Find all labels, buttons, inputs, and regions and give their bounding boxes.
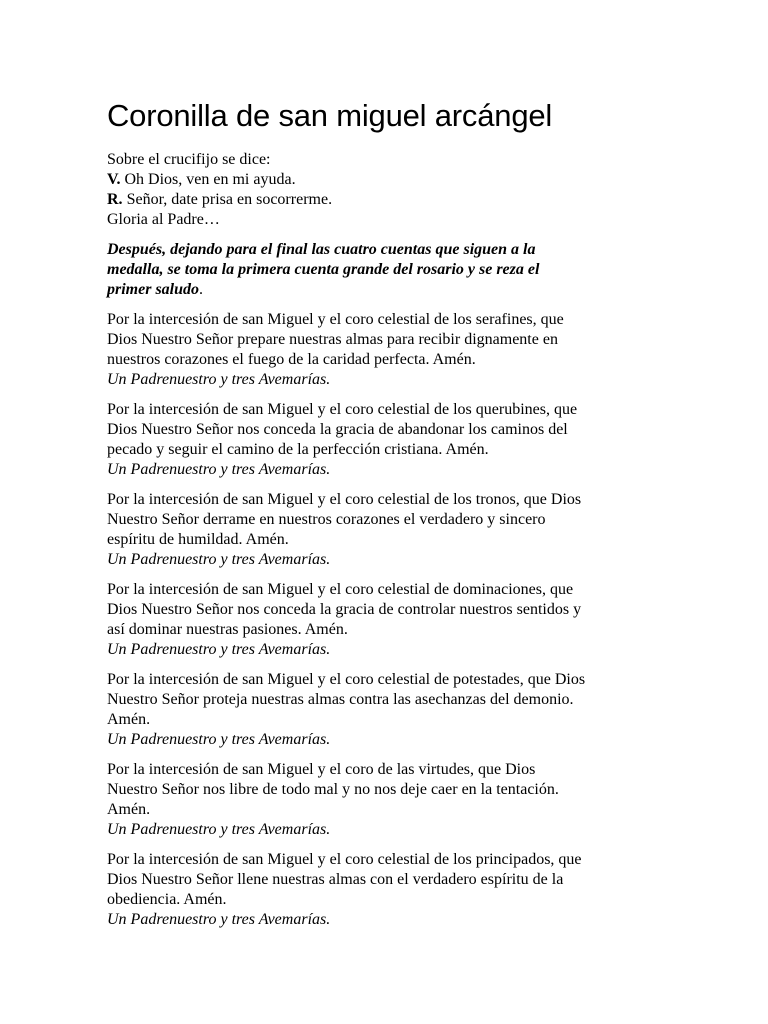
refrain-line: Un Padrenuestro y tres Avemarías. xyxy=(107,821,331,838)
versicle-line xyxy=(107,170,667,190)
document-body xyxy=(107,150,667,930)
refrain-line: Un Padrenuestro y tres Avemarías. xyxy=(107,371,331,388)
salutation-line: Nuestro Señor derrame en nuestros corazones el verdadero y sincero xyxy=(107,511,546,528)
refrain-line: Un Padrenuestro y tres Avemarías. xyxy=(107,551,331,568)
salutation-line: Por la intercesión de san Miguel y el coro celestial de los querubines, que xyxy=(107,401,578,418)
salutation-line: Por la intercesión de san Miguel y el coro celestial de los serafines, que xyxy=(107,311,564,328)
gloria-line: Gloria al Padre… xyxy=(107,211,220,228)
salutation-line: Nuestro Señor nos libre de todo mal y no nos deje caer en la tentación. xyxy=(107,781,559,798)
salutation-line: Dios Nuestro Señor nos conceda la gracia de controlar nuestros sentidos y xyxy=(107,601,582,618)
instruction-line xyxy=(107,280,667,300)
document-page xyxy=(107,96,667,940)
salutation-line: pecado y seguir el camino de la perfección cristiana. Amén. xyxy=(107,441,489,458)
salutation-paragraph xyxy=(107,490,667,570)
refrain-line: Un Padrenuestro y tres Avemarías. xyxy=(107,461,331,478)
response-text: Señor, date prisa en socorrerme. xyxy=(122,191,333,208)
versicle-text: Oh Dios, ven en mi ayuda. xyxy=(120,171,296,188)
refrain-line: Un Padrenuestro y tres Avemarías. xyxy=(107,641,331,658)
instruction-period: . xyxy=(199,281,204,298)
salutation-paragraph xyxy=(107,760,667,840)
refrain-line: Un Padrenuestro y tres Avemarías. xyxy=(107,731,331,748)
salutation-line: Por la intercesión de san Miguel y el coro celestial de los tronos, que Dios xyxy=(107,491,582,508)
salutation-line: Por la intercesión de san Miguel y el coro de las virtudes, que Dios xyxy=(107,761,536,778)
salutation-line: Por la intercesión de san Miguel y el coro celestial de potestades, que Dios xyxy=(107,671,586,688)
salutation-line: Dios Nuestro Señor llene nuestras almas con el verdadero espíritu de la xyxy=(107,871,564,888)
salutation-paragraph xyxy=(107,400,667,480)
salutation-paragraph xyxy=(107,310,667,390)
salutation-line: Por la intercesión de san Miguel y el coro celestial de los principados, que xyxy=(107,851,582,868)
salutation-paragraph xyxy=(107,670,667,750)
salutation-line: Nuestro Señor proteja nuestras almas contra las asechanzas del demonio. xyxy=(107,691,574,708)
versicle-mark: V. xyxy=(107,171,121,188)
instruction-line-text: primer saludo xyxy=(107,281,200,298)
salutation-line: Amén. xyxy=(107,711,151,728)
salutation-line: Amén. xyxy=(107,801,151,818)
salutation-line: espíritu de humildad. Amén. xyxy=(107,531,289,548)
instruction-line: Después, dejando para el final las cuatro cuentas que siguen a la xyxy=(107,241,536,258)
intro-line: Sobre el crucifijo se dice: xyxy=(107,151,271,168)
salutation-paragraph xyxy=(107,850,667,930)
salutation-line: Dios Nuestro Señor prepare nuestras almas para recibir dignamente en xyxy=(107,331,558,348)
page-title: Coronilla de san miguel arcángel xyxy=(107,98,553,133)
intro-block xyxy=(107,150,667,230)
salutation-line: obediencia. Amén. xyxy=(107,891,227,908)
response-line xyxy=(107,190,667,210)
salutation-line: así dominar nuestras pasiones. Amén. xyxy=(107,621,348,638)
response-mark: R. xyxy=(107,191,123,208)
instruction-line: medalla, se toma la primera cuenta grande del rosario y se reza el xyxy=(107,261,540,278)
instruction-block xyxy=(107,240,667,300)
salutation-line: nuestros corazones el fuego de la caridad perfecta. Amén. xyxy=(107,351,476,368)
salutations-list xyxy=(107,310,667,930)
salutation-line: Por la intercesión de san Miguel y el coro celestial de dominaciones, que xyxy=(107,581,574,598)
salutation-line: Dios Nuestro Señor nos conceda la gracia de abandonar los caminos del xyxy=(107,421,568,438)
salutation-paragraph xyxy=(107,580,667,660)
refrain-line: Un Padrenuestro y tres Avemarías. xyxy=(107,911,331,928)
